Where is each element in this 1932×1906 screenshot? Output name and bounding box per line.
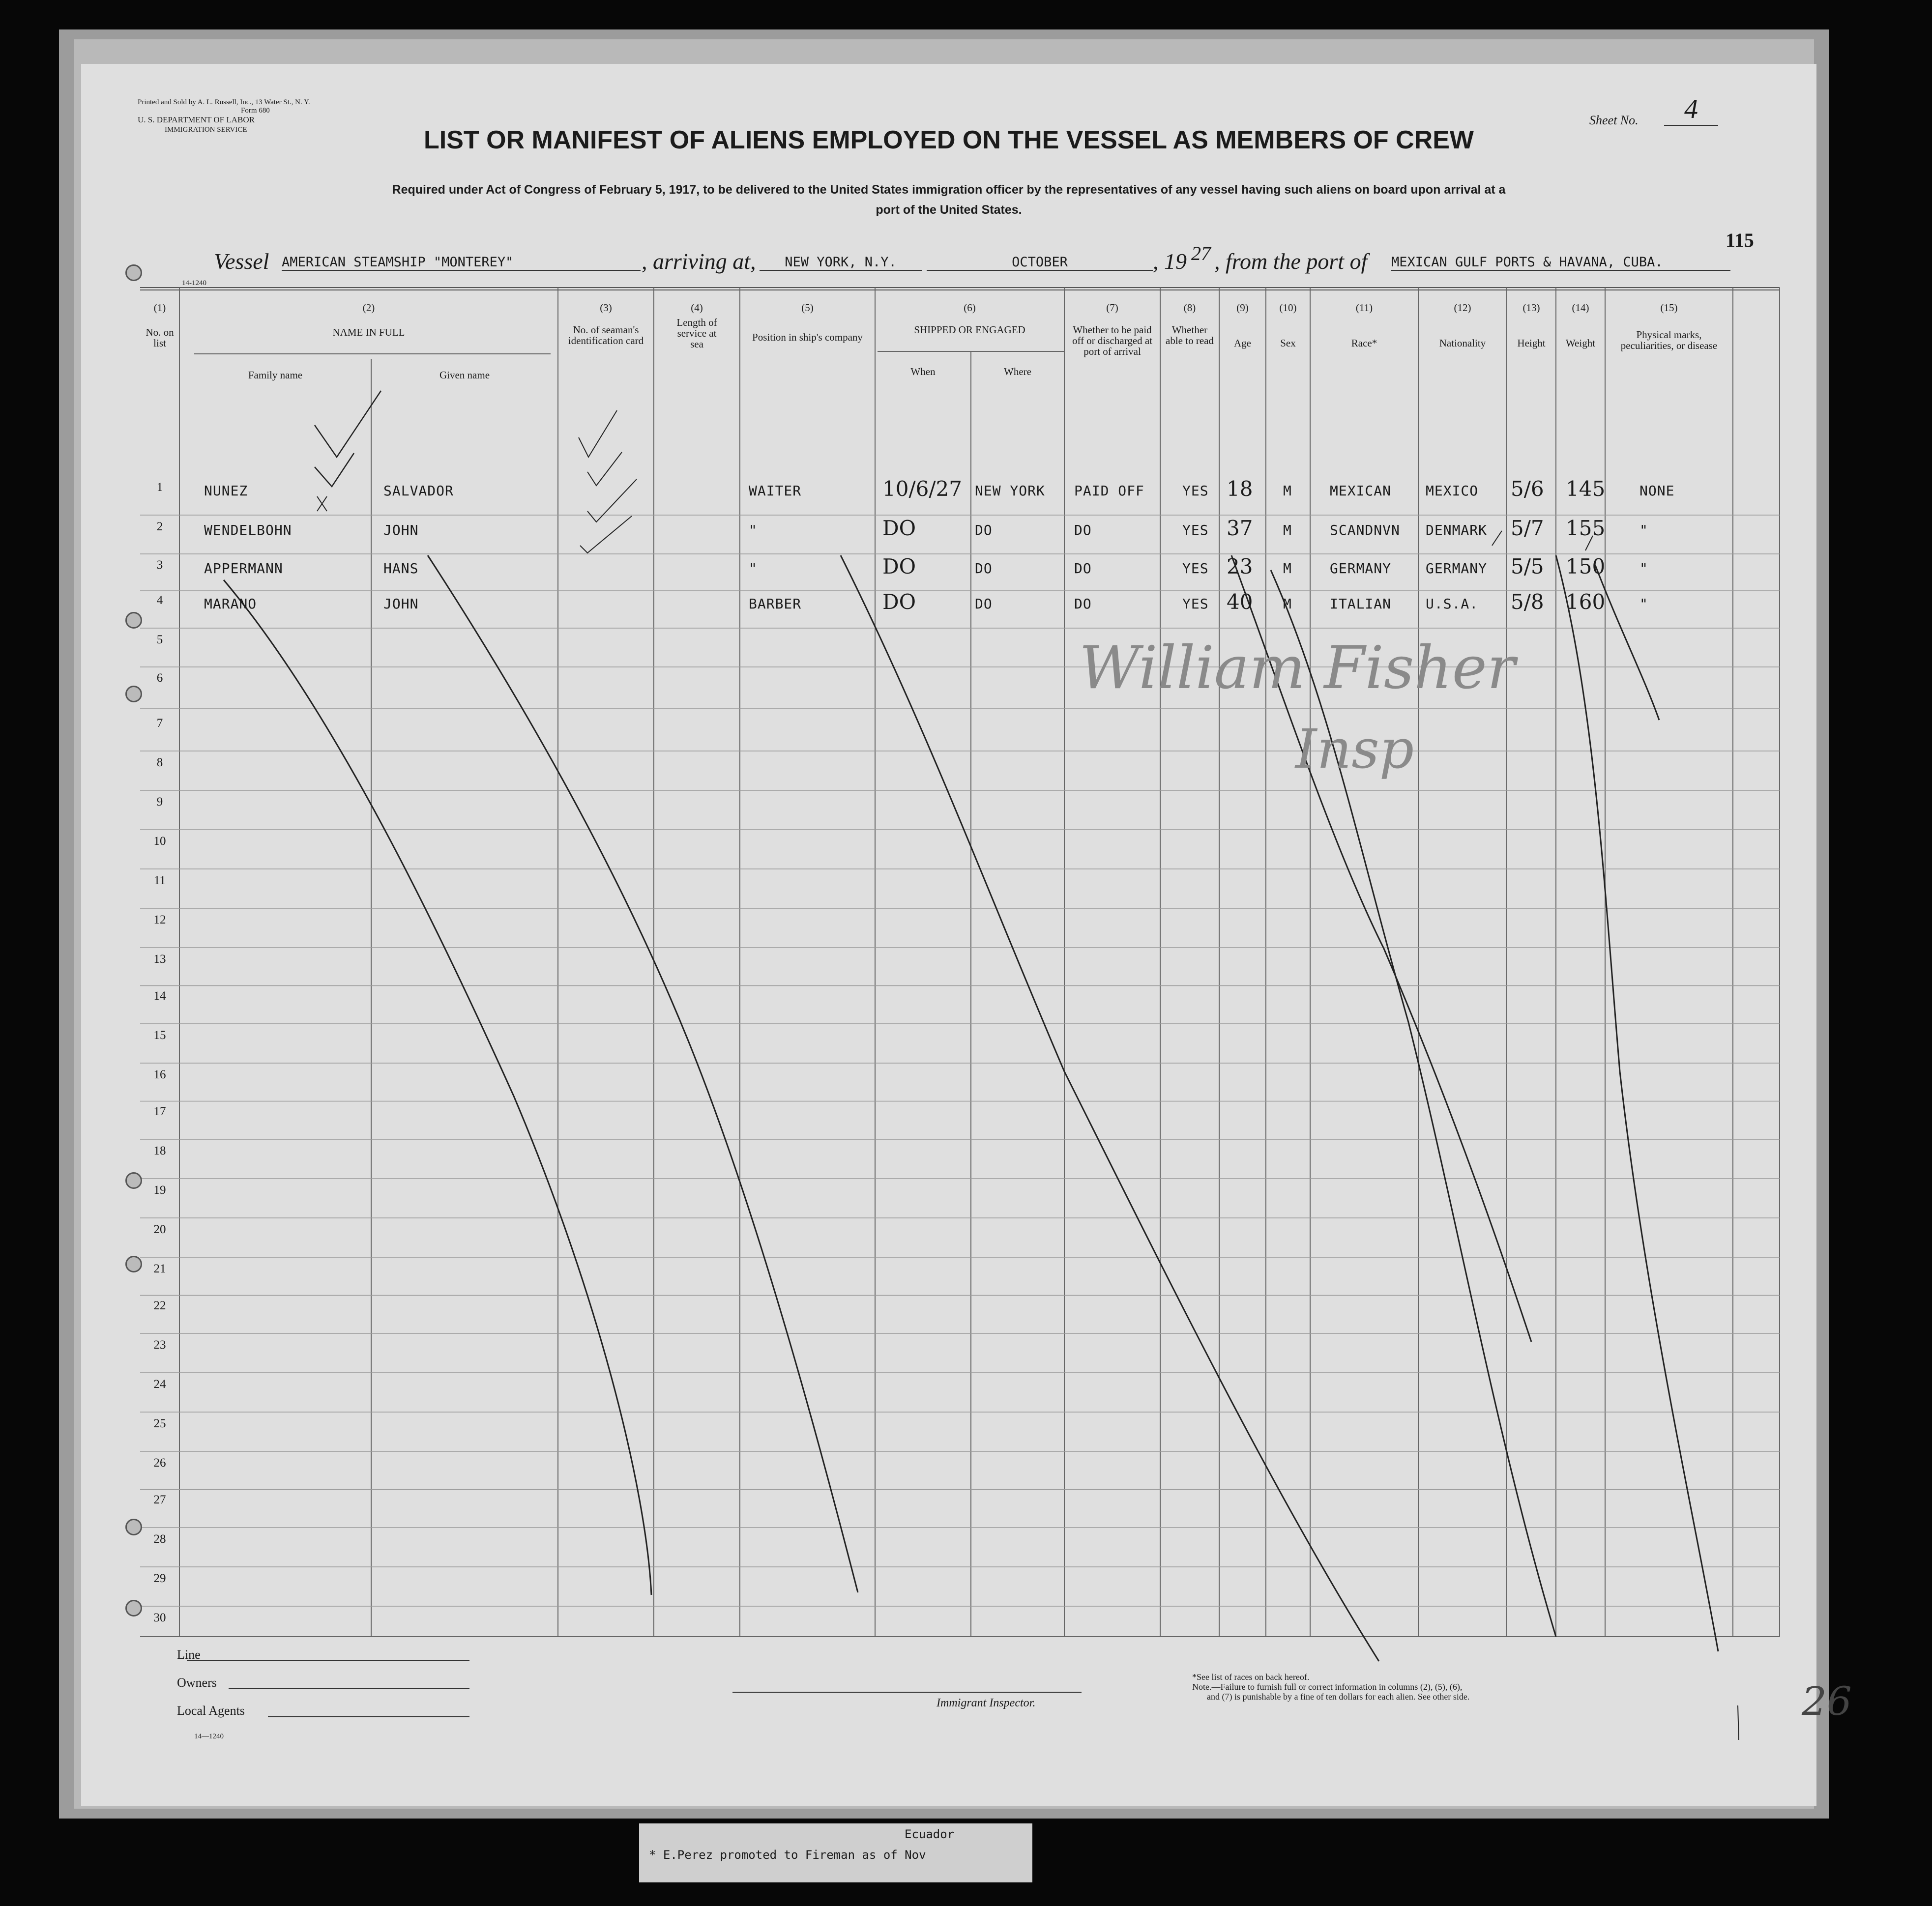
col-5-header: Position in ship's company (752, 331, 863, 343)
row-number: 18 (153, 1144, 166, 1157)
department: U. S. DEPARTMENT OF LABOR (138, 115, 255, 124)
cell-height: 5/8 (1511, 590, 1544, 614)
form-code-top: 14-1240 (182, 279, 206, 287)
col-6a-header: When (910, 366, 936, 377)
col-6-number: (6) (964, 302, 976, 314)
row-number: 29 (153, 1572, 166, 1585)
departure-port: MEXICAN GULF PORTS & HAVANA, CUBA. (1391, 255, 1730, 271)
cell-paid: DO (1074, 522, 1092, 538)
cell-race: SCANDNVN (1330, 522, 1400, 538)
row-number: 23 (153, 1338, 166, 1352)
col-14-number: (14) (1572, 302, 1589, 314)
cell-where: DO (975, 596, 993, 612)
col-10-header: Sex (1280, 337, 1296, 349)
year-value: 27 (1191, 242, 1211, 264)
row-number: 7 (156, 717, 163, 730)
cell-height: 5/5 (1511, 554, 1544, 578)
row-number: 10 (153, 835, 166, 848)
owners-label: Owners (177, 1675, 217, 1690)
row-number: 11 (153, 874, 166, 887)
cell-family: MARANO (204, 596, 257, 612)
service: IMMIGRATION SERVICE (165, 126, 247, 134)
sheet-label: Sheet No. (1589, 113, 1639, 127)
row-number: 3 (156, 558, 163, 572)
binder-hole (125, 264, 142, 281)
col-12-number: (12) (1454, 302, 1471, 314)
cell-sex: M (1283, 596, 1292, 612)
cell-where: DO (975, 522, 993, 538)
cell-when: DO (882, 516, 916, 540)
row-number: 13 (153, 953, 166, 966)
cell-nationality: MEXICO (1426, 483, 1479, 499)
binder-hole (125, 1519, 142, 1535)
binder-hole (125, 612, 142, 629)
col-14-header: Weight (1565, 337, 1596, 349)
col-1-number: (1) (153, 302, 166, 314)
cell-marks: " (1639, 560, 1648, 577)
cell-sex: M (1283, 560, 1292, 577)
cell-race: MEXICAN (1330, 483, 1392, 499)
row-number: 17 (153, 1105, 166, 1118)
immigrant-inspector-label: Immigrant Inspector. (937, 1697, 1036, 1709)
row-number: 12 (153, 913, 166, 926)
inspector-signature-title: Insp (1295, 718, 1414, 780)
year-prefix: , 19 (1153, 249, 1187, 274)
cell-nationality: DENMARK (1426, 522, 1488, 538)
row-number: 30 (153, 1611, 166, 1624)
cell-position: " (749, 560, 758, 577)
cell-read: YES (1182, 596, 1209, 612)
col-13-header: Height (1517, 337, 1546, 349)
cell-paid: DO (1074, 596, 1092, 612)
cell-when: DO (882, 554, 916, 578)
col-4-number: (4) (691, 302, 703, 314)
cell-position: WAITER (749, 483, 802, 499)
cell-marks: " (1639, 596, 1648, 612)
cell-nationality: U.S.A. (1426, 596, 1479, 612)
cell-family: APPERMANN (204, 560, 283, 577)
cell-weight: 155 (1566, 516, 1606, 540)
row-number: 21 (153, 1262, 166, 1275)
col-13-number: (13) (1522, 302, 1540, 314)
col-2-header: NAME IN FULL (332, 326, 405, 338)
row-number: 25 (153, 1417, 166, 1430)
page-number: 115 (1726, 229, 1754, 251)
arrival-month: OCTOBER (927, 255, 1153, 271)
cell-given: JOHN (383, 522, 419, 538)
binder-hole (125, 1600, 142, 1617)
col-2-number: (2) (362, 302, 375, 314)
row-number: 15 (153, 1029, 166, 1042)
cell-read: YES (1182, 522, 1209, 538)
cell-when: 10/6/27 (882, 477, 962, 501)
cell-paid: DO (1074, 560, 1092, 577)
col-15-header: Physical marks, peculiarities, or disease (1620, 329, 1718, 351)
vessel-label: Vessel (214, 249, 269, 274)
local-agents-label: Local Agents (177, 1704, 245, 1718)
cell-read: YES (1182, 483, 1209, 499)
cell-age: 18 (1227, 477, 1253, 501)
form-code-bottom: 14—1240 (194, 1733, 224, 1740)
stub-line-2: * E.Perez promoted to Fireman as of Nov (649, 1848, 926, 1862)
cell-given: JOHN (383, 596, 419, 612)
row-number: 27 (153, 1493, 166, 1506)
cell-position: " (749, 522, 758, 538)
attached-note-stub (639, 1823, 1032, 1882)
vessel-name: AMERICAN STEAMSHIP "MONTEREY" (282, 255, 641, 271)
form-number: Form 680 (241, 107, 270, 115)
cell-age: 37 (1227, 516, 1253, 540)
cell-where: DO (975, 560, 993, 577)
cell-weight: 160 (1566, 590, 1606, 614)
form-title: LIST OR MANIFEST OF ALIENS EMPLOYED ON THE VESSEL AS MEMBERS OF CREW (424, 126, 1474, 154)
row-number: 28 (153, 1532, 166, 1546)
row-number: 2 (156, 520, 163, 533)
col-11-header: Race* (1351, 337, 1377, 349)
row-number: 16 (153, 1068, 166, 1081)
from-port-label: , from the port of (1214, 249, 1368, 274)
cell-when: DO (882, 590, 916, 614)
cell-height: 5/7 (1511, 516, 1544, 540)
cell-read: YES (1182, 560, 1209, 577)
form-subtitle-1: Required under Act of Congress of February 5, 1917, to be delivered to the United States immigration officer by the representatives of any vessel having such aliens on board upon arrival at a (392, 183, 1506, 197)
col-7-header: Whether to be paid off or discharged at port of arrival (1072, 324, 1153, 357)
line-label: Line (177, 1647, 201, 1662)
col-11-number: (11) (1355, 302, 1373, 314)
cell-marks: " (1639, 522, 1648, 538)
row-number: 20 (153, 1223, 166, 1236)
manifest-sheet (81, 64, 1852, 1806)
col-1-header: No. on list (146, 326, 174, 349)
arrival-port: NEW YORK, N.Y. (760, 255, 922, 271)
col-9-number: (9) (1236, 302, 1249, 314)
col-9-header: Age (1234, 337, 1251, 349)
cell-given: SALVADOR (383, 483, 454, 499)
binder-hole (125, 686, 142, 702)
cell-family: WENDELBOHN (204, 522, 292, 538)
cell-age: 23 (1227, 554, 1253, 578)
col-5-number: (5) (801, 302, 814, 314)
arriving-label: , arriving at, (642, 249, 756, 274)
binder-hole (125, 1172, 142, 1189)
binder-hole (125, 1256, 142, 1272)
races-note: *See list of races on back hereof. (1192, 1672, 1310, 1682)
row-number: 9 (156, 795, 163, 809)
cell-weight: 150 (1566, 554, 1606, 578)
form-subtitle-2: port of the United States. (876, 203, 1022, 217)
col-2a-header: Family name (248, 369, 303, 381)
cell-race: GERMANY (1330, 560, 1392, 577)
row-number: 19 (153, 1184, 166, 1197)
corner-handwritten-mark: 26 (1802, 1678, 1852, 1724)
row-number: 26 (153, 1456, 166, 1470)
col-12-header: Nationality (1439, 337, 1486, 349)
penalty-note-2: and (7) is punishable by a fine of ten dollars for each alien. See other side. (1207, 1692, 1470, 1702)
col-3-header: No. of seaman's identification card (568, 324, 644, 347)
row-number: 14 (153, 989, 166, 1003)
inspector-signature-name: William Fisher (1079, 634, 1516, 702)
row-number: 24 (153, 1378, 166, 1391)
col-6b-header: Where (1004, 366, 1031, 377)
row-number: 5 (156, 633, 163, 646)
cell-marks: NONE (1639, 483, 1675, 499)
col-15-number: (15) (1660, 302, 1678, 314)
row-number: 1 (156, 481, 163, 494)
row-number: 6 (156, 671, 163, 685)
cell-family: NUNEZ (204, 483, 248, 499)
col-8-number: (8) (1183, 302, 1196, 314)
col-2b-header: Given name (439, 369, 490, 381)
cell-given: HANS (383, 560, 419, 577)
penalty-note-1: Note.—Failure to furnish full or correct information in columns (2), (5), (6), (1192, 1682, 1463, 1692)
row-number: 8 (156, 756, 163, 769)
col-8-header: Whether able to read (1166, 324, 1214, 347)
stub-line-1: Ecuador (905, 1827, 955, 1841)
col-6-header: SHIPPED OR ENGAGED (914, 324, 1025, 336)
cell-height: 5/6 (1511, 477, 1544, 501)
sheet-number: 4 (1664, 93, 1718, 126)
col-4-header: Length of service at sea (676, 317, 717, 350)
cell-sex: M (1283, 522, 1292, 538)
cell-race: ITALIAN (1330, 596, 1392, 612)
row-number: 4 (156, 594, 163, 607)
cell-where: NEW YORK (975, 483, 1045, 499)
cell-paid: PAID OFF (1074, 483, 1144, 499)
col-3-number: (3) (600, 302, 612, 314)
row-number: 22 (153, 1299, 166, 1312)
cell-sex: M (1283, 483, 1292, 499)
col-7-number: (7) (1106, 302, 1118, 314)
cell-position: BARBER (749, 596, 802, 612)
cell-age: 40 (1227, 590, 1253, 614)
col-10-number: (10) (1279, 302, 1297, 314)
cell-weight: 145 (1566, 477, 1606, 501)
printer-line: Printed and Sold by A. L. Russell, Inc., 13 Water St., N. Y. (138, 98, 310, 106)
cell-nationality: GERMANY (1426, 560, 1488, 577)
